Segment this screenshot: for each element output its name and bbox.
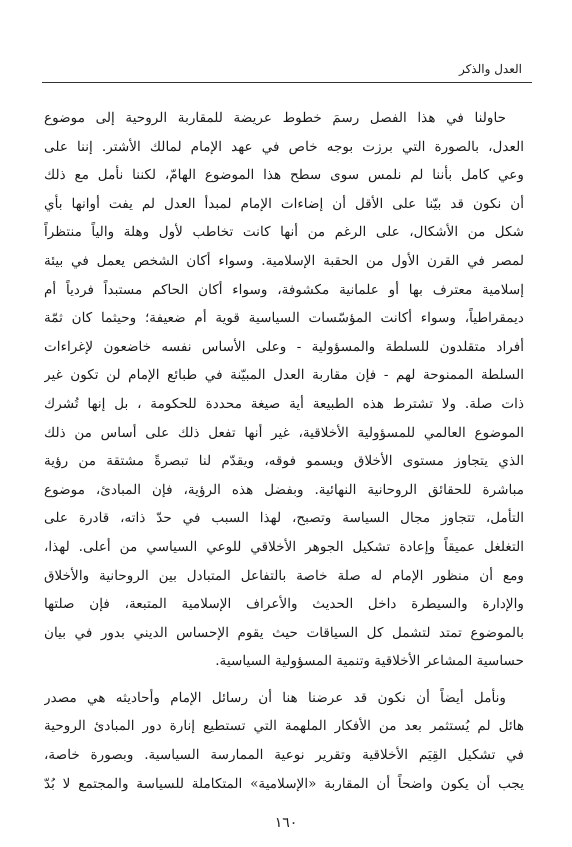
text-line: الموضوع العالمي للمسؤولية الأخلاقية، غير أنها تفعل ذلك على أساس من ذلك xyxy=(44,424,524,441)
text-line: يجب أن يكون واضحاً أن المقاربة «الإسلامية» المتكاملة للسياسة والمجتمع لا بُدّ xyxy=(44,775,524,792)
text-line: أن نكون قد بيّنا على الأقل أن إضاءات الإمام لمبدأ العدل لم يفت أوانها بأي xyxy=(44,195,524,212)
paragraph-2 xyxy=(44,684,524,798)
text-line: لمصر في القرن الأول من الحقبة الإسلامية. وسواء أكان الشخص يعمل في بيئة xyxy=(44,252,524,269)
text-line: التغلغل عميقاً وإعادة تشكيل الجوهر الأخلاقي للوعي السياسي من أعلى. لهذا، xyxy=(44,538,524,555)
body-text xyxy=(44,104,524,798)
text-line: مباشرة للحقائق الروحانية النهائية. وبفضل هذه الرؤية، فإن المبادئ، موضوع xyxy=(44,481,524,498)
running-header: العدل والذكر xyxy=(458,62,522,76)
text-line: بالموضوع تمتد لتشمل كل السياقات حيث يقوم الإحساس الديني بدور في بيان xyxy=(44,624,524,641)
header-rule xyxy=(42,82,532,83)
text-line: التأمل، تتجاوز مجال السياسة وتصبح، لهذا السبب في حدّ ذاته، قادرة على xyxy=(44,510,524,527)
paragraph-1 xyxy=(44,104,524,676)
text-line: ذات صلة. ولا تشترط هذه الطبيعة أية صيغة محددة للحكومة ، بل إنها تُشرك xyxy=(44,395,524,412)
text-line: الذي يتجاوز مستوى الأخلاق ويسمو فوقه، ويقدّم لنا تبصرةً مشتقة من رؤية xyxy=(44,453,524,470)
text-line: في تشكيل القِيَم الأخلاقية وتقرير نوعية الممارسة السياسية. وبصورة خاصة، xyxy=(44,747,524,764)
text-line: العدل، بالصورة التي برزت بوجه خاص في عهد الإمام لمالك الأشتر. إننا على xyxy=(44,138,524,155)
text-line: ومع أن منظور الإمام له صلة خاصة بالتفاعل المتبادل بين الروحانية والأخلاق xyxy=(44,567,524,584)
text-line: حاولنا في هذا الفصل رسمَ خطوط عريضة للمقاربة الروحية إلى موضوع xyxy=(44,110,506,126)
text-line: إسلامية معترف بها أو علمانية مكشوفة، وسواء أكان الحاكم مستبداً فردياً أم xyxy=(44,281,524,298)
text-line: حساسية المشاعر الأخلاقية وتنمية المسؤولية السياسية. xyxy=(215,653,524,670)
text-line: والإدارة والسيطرة داخل الحديث والأعراف الإسلامية المتبعة، فإن صلتها xyxy=(44,596,524,613)
text-line: وعي كامل بأننا لم نلمس سوى سطح هذا الموضوع الهامّ، لكننا نأمل مع ذلك xyxy=(44,167,524,184)
text-line: ونأمل أيضاً أن نكون قد عرضنا هنا أن رسائل الإمام وأحاديثه هي مصدر xyxy=(44,689,506,706)
text-line: أفراد متقلدون للسلطة والمسؤولية - وعلى الأساس نفسه خاضعون لإغراءات xyxy=(44,338,524,355)
page-number: ١٦٠ xyxy=(274,815,298,831)
text-line: السلطة الممنوحة لهم - فإن مقاربة العدل المبيّنة في طبائع الإمام لن تكون غير xyxy=(44,367,524,384)
text-line: هائل لم يُستثمر بعد من الأفكار الملهمة التي تستطيع إنارة دور المبادئ الروحية xyxy=(44,718,524,735)
paragraph-gap xyxy=(44,676,524,684)
text-line: شكل من الأشكال، على الرغم من أنها كانت تخاطب لأول وهلة والياً منتظراً xyxy=(44,224,524,241)
text-line: ديمقراطياً، وسواء أكانت المؤسّسات السياسية قوية أم ضعيفة؛ وحيثما كان ثمّة xyxy=(44,310,524,327)
